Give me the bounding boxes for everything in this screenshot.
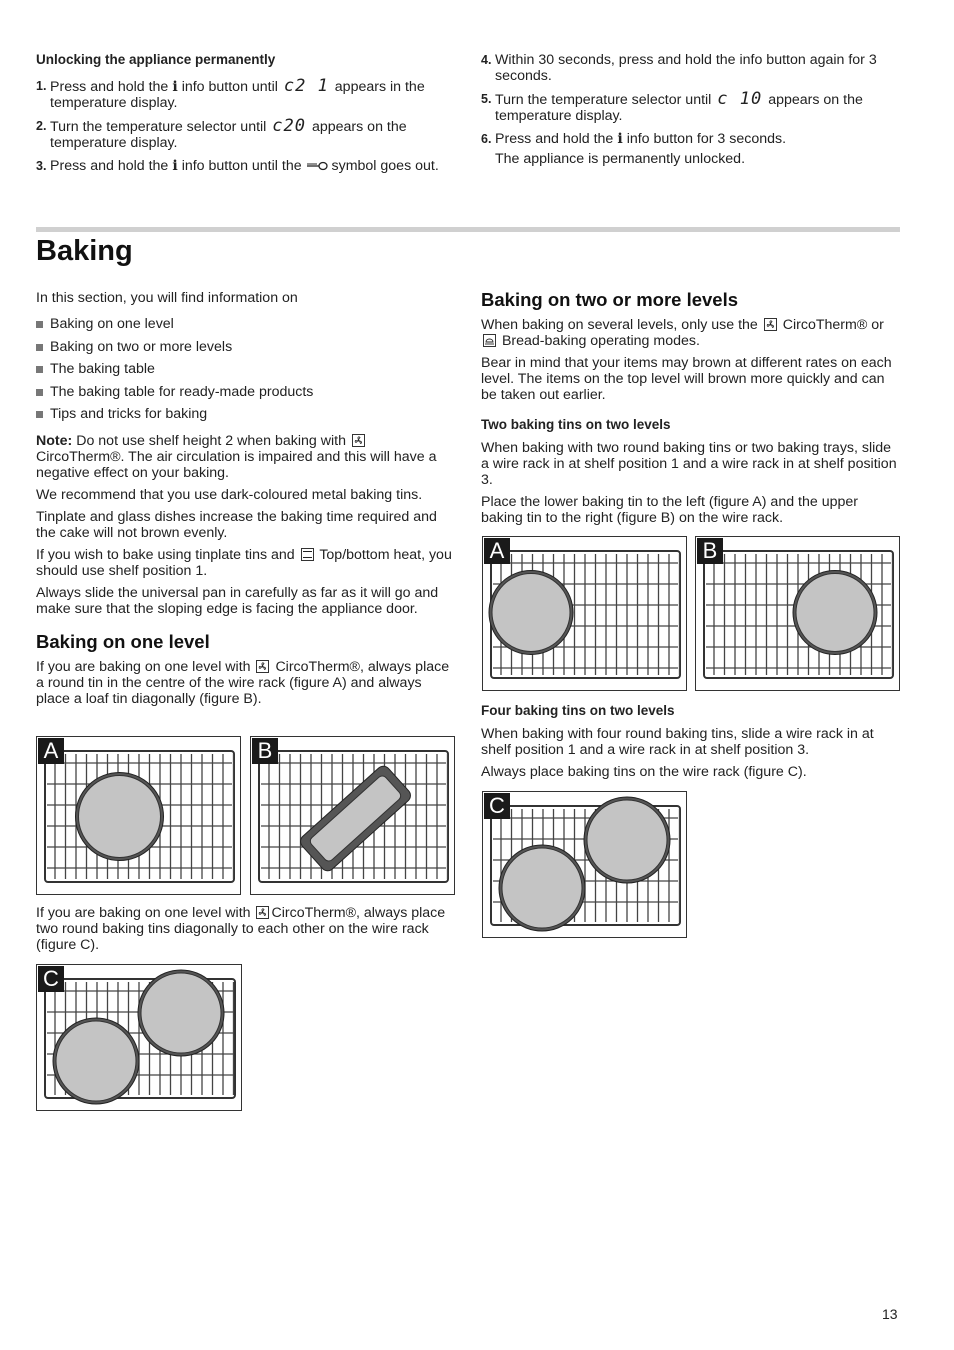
circotherm-fan-icon <box>352 434 365 447</box>
paragraph-text: Top/bottom heat, you should use shelf position 1. <box>36 547 452 579</box>
info-icon: i <box>617 131 623 147</box>
paragraph-text: CircoTherm®, always place two round baking tins diagonally to each other on the wire rack (figure C). <box>36 905 446 953</box>
step-text: Press and hold the <box>495 131 614 147</box>
key-symbol-icon <box>306 161 328 171</box>
circotherm-fan-icon <box>764 318 777 331</box>
unlock-step-2 <box>36 118 454 151</box>
paragraph-text: CircoTherm® or <box>782 317 884 333</box>
figure-label: B <box>252 738 278 764</box>
paragraph-text: If you are baking on one level with <box>36 905 251 921</box>
wire-rack-tin-left-illustration <box>483 537 687 691</box>
paragraph-text: If you wish to bake using tinplate tins and <box>36 547 295 563</box>
section-heading-two-levels: Baking on two or more levels <box>481 289 739 310</box>
paragraph: Place the lower baking tin to the left (figure A) and the upper baking tin to the right (figure B) on the wire rack. <box>481 494 858 526</box>
list-item: The baking table <box>36 361 454 377</box>
info-icon: i <box>172 158 178 174</box>
list-item: Baking on one level <box>36 316 454 332</box>
unlock-step-1 <box>36 78 454 111</box>
wire-rack-loaf-tin-illustration <box>251 737 455 895</box>
display-code: c 10 <box>717 89 763 109</box>
list-item: Tips and tricks for baking <box>36 406 454 422</box>
unlock-steps-left <box>36 78 454 174</box>
note-text: Do not use shelf height 2 when baking with <box>76 433 346 449</box>
step-text: info button for 3 seconds. <box>626 131 787 147</box>
unlock-step-3 <box>36 158 454 174</box>
step-number: 4. <box>481 53 492 67</box>
unlock-step-4 <box>481 52 901 84</box>
baking-left-column <box>36 290 454 707</box>
paragraph <box>36 659 454 707</box>
paragraph: Always place baking tins on the wire rack (figure C). <box>481 764 807 780</box>
step-text: Press and hold the <box>50 158 169 174</box>
wire-rack-two-tins-illustration <box>37 965 242 1111</box>
paragraph <box>481 317 901 349</box>
paragraph-text: If you are baking on one level with <box>36 659 251 675</box>
figure-label: A <box>484 538 510 564</box>
wire-rack-two-tins-illustration <box>483 792 687 938</box>
step-text: Within 30 seconds, press and hold the info button again for 3 seconds. <box>495 52 877 84</box>
step-text: Turn the temperature selector until <box>495 92 712 108</box>
step-text: Turn the temperature selector until <box>50 119 267 135</box>
figure-label: B <box>697 538 723 564</box>
paragraph: Always slide the universal pan in carefully as far as it will go and make sure that the sloping edge is facing the appliance door. <box>36 585 439 617</box>
paragraph: When baking with two round baking tins or two baking trays, slide a wire rack in at shelf position 1 and a wire rack in at shelf position 3. <box>481 440 897 488</box>
unlock-section-right <box>481 52 901 174</box>
note-text: CircoTherm®. The air circulation is impaired and this will have a negative effect on your baking. <box>36 449 437 481</box>
paragraph-text: Bread-baking operating modes. <box>501 333 700 349</box>
list-item: The baking table for ready-made products <box>36 384 454 400</box>
figure-one-level-a <box>36 736 241 895</box>
step-text: info button until <box>181 79 278 95</box>
step-text: appears in the temperature display. <box>50 79 425 111</box>
step-number: 5. <box>481 92 492 106</box>
figure-two-levels-b <box>695 536 900 691</box>
top-bottom-heat-icon <box>301 548 314 561</box>
paragraph: Bear in mind that your items may brown at different rates on each level. The items on the top level will brown more quickly and can be taken out earlier. <box>481 355 892 403</box>
info-icon: i <box>172 79 178 95</box>
wire-rack-round-tin-illustration <box>37 737 241 895</box>
step-number: 6. <box>481 132 492 146</box>
figure-one-level-b <box>250 736 455 895</box>
unlock-step-6 <box>481 131 901 167</box>
unlock-step-5 <box>481 91 901 124</box>
paragraph <box>36 547 454 579</box>
four-tins-section <box>481 703 901 780</box>
paragraph: We recommend that you use dark-coloured metal baking tins. <box>36 487 423 503</box>
step-text: symbol goes out. <box>331 158 439 174</box>
step-number: 2. <box>36 119 47 133</box>
paragraph: Tinplate and glass dishes increase the baking time required and the cake will not brown evenly. <box>36 509 437 541</box>
display-code: c2 1 <box>283 76 329 96</box>
page-title: Baking <box>36 235 133 267</box>
paragraph <box>36 905 454 953</box>
section-divider <box>36 227 900 232</box>
figure-two-levels-a <box>482 536 687 691</box>
figure-two-levels-c <box>482 791 687 938</box>
unlock-steps-right <box>481 52 901 167</box>
subheading-four-tins: Four baking tins on two levels <box>481 703 675 718</box>
paragraph: When baking with four round baking tins, slide a wire rack in at shelf position 1 and a wire rack in at shelf position 3. <box>481 726 874 758</box>
display-code: c20 <box>272 116 307 136</box>
baking-right-column <box>481 289 901 526</box>
topic-list <box>36 316 454 422</box>
step-result: The appliance is permanently unlocked. <box>495 151 746 167</box>
subheading-two-tins: Two baking tins on two levels <box>481 417 671 432</box>
circotherm-fan-icon <box>256 660 269 673</box>
step-text: Press and hold the <box>50 79 169 95</box>
step-number: 1. <box>36 79 47 93</box>
unlock-section-left <box>36 52 454 181</box>
figure-label: C <box>484 793 510 819</box>
wire-rack-tin-right-illustration <box>696 537 900 691</box>
one-level-p2 <box>36 905 454 953</box>
note-paragraph <box>36 433 454 481</box>
section-heading-one-level: Baking on one level <box>36 631 210 652</box>
list-item: Baking on two or more levels <box>36 339 454 355</box>
figure-label: C <box>38 966 64 992</box>
figure-one-level-c <box>36 964 242 1111</box>
paragraph-text: When baking on several levels, only use the <box>481 317 758 333</box>
bread-baking-icon <box>483 334 496 347</box>
circotherm-fan-icon <box>256 906 269 919</box>
unlock-heading: Unlocking the appliance permanently <box>36 52 276 67</box>
step-text: info button until the <box>181 158 302 174</box>
note-label: Note: <box>36 433 73 449</box>
step-number: 3. <box>36 159 47 173</box>
page-number: 13 <box>882 1306 898 1322</box>
step-text: appears on the temperature display. <box>50 119 407 151</box>
step-text: appears on the temperature display. <box>495 92 863 124</box>
paragraph-text: CircoTherm®, always place a round tin in the centre of the wire rack (figure A) and always place a loaf tin diagonally (figure B). <box>36 659 450 707</box>
intro-text: In this section, you will find information on <box>36 290 298 306</box>
figure-label: A <box>38 738 64 764</box>
